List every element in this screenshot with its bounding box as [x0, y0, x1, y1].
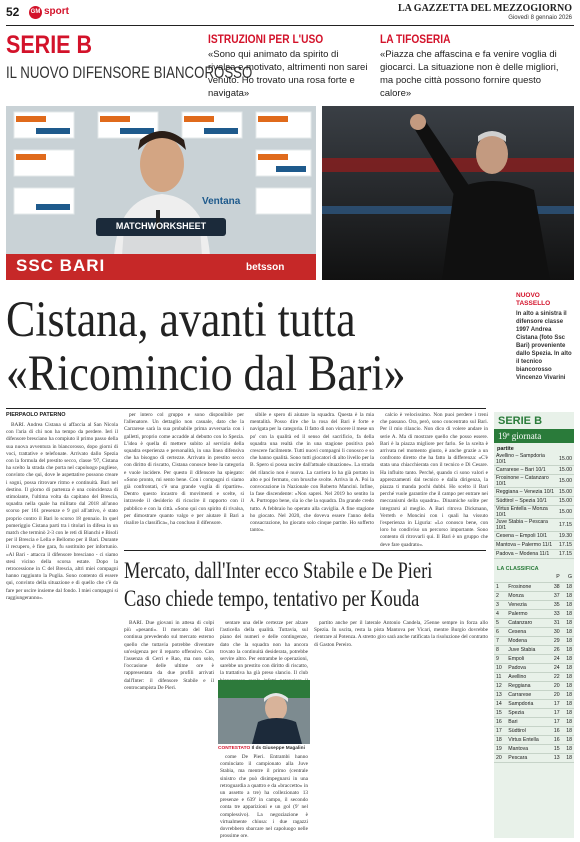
standings-points: 17 — [549, 717, 561, 726]
fixture-row — [494, 550, 574, 559]
caption-title: NUOVO TASSELLO — [516, 292, 551, 307]
standings-row — [494, 681, 574, 690]
fixture-match: Cesena – Empoli 10/1 — [494, 532, 557, 541]
standings-team: Monza — [506, 591, 549, 600]
standings-team: Südtirol — [506, 726, 549, 735]
standings-row — [494, 627, 574, 636]
col-points: P — [549, 573, 561, 582]
fixture-row — [494, 475, 574, 488]
mercato-col4-text: partito anche per il laterale Antonio Candela, 25enne sempre in forza allo Spezia. In uscita, resta la pista Mantova per Vicari, mentre Burgio dovrebbe rientrare al Potenza. A stretto giro sarà anche ratificata la risoluzione del contratto di Gaston Pereiro. — [314, 620, 488, 648]
standings-row — [494, 744, 574, 753]
headline-line1: Cistana, avanti tutta — [6, 292, 356, 348]
standings-points: 29 — [549, 636, 561, 645]
standings-rank: 4 — [494, 609, 506, 618]
fixture-match: Virtus Entella – Monza 10/1 — [494, 506, 557, 519]
standings-row — [494, 699, 574, 708]
fixture-time: 17.15 — [557, 519, 574, 532]
classifica-table — [494, 573, 574, 763]
standings-team: Spezia — [506, 708, 549, 717]
subkicker: IL NUOVO DIFENSORE BIANCOROSSO — [6, 63, 253, 82]
standings-row — [494, 672, 574, 681]
standings-rank: 14 — [494, 699, 506, 708]
standings-points: 22 — [549, 672, 561, 681]
standings-games: 18 — [562, 699, 574, 708]
fixture-row — [494, 453, 574, 466]
standings-games: 18 — [562, 690, 574, 699]
standings-row — [494, 708, 574, 717]
photo-press-conference — [6, 106, 316, 280]
standings-row — [494, 609, 574, 618]
standings-games: 18 — [562, 618, 574, 627]
standings-row — [494, 690, 574, 699]
standings-games: 18 — [562, 717, 574, 726]
standings-games: 18 — [562, 609, 574, 618]
article1-col3-text: sibile e spero di aiutare la squadra. Questa è la mia mentalità. Posso dire che la rosa del Bari è forte e navigata per la categoria. Il fatto di non vincere il mese un po' con la qualità ed il senso del sacrificio, fa della squadra una realtà che in una stagione positiva può crescere facilmente. Tutti nuovi compagni li conosco e so che hanno qualità. Sono tutti giocatori di alto livello per la B. Spero si possa uscire dall'attuale situazione». La strada del rilancio non è nuova. La carriera lo ha già portato in alto e poi fermato, con brusche svolte. Arriva in A. Poi la convocazione in Nazionale con Roberto Mancini. Infine, la fase discendente: «Non saprei. Nel 2019 ho sentito la A. Purtroppo bene, sia io che la squadra. Da grande credo tutto. A febbraio ho operato alla caviglia. A fine stagione ho giocato. Nel 2020, che doveva essere l'anno della consacrazione, ho giocato solo cinque partite. Ho sofferto tanto». — [250, 412, 374, 534]
standings-points: 38 — [549, 582, 561, 591]
sponsor-label: MATCHWORKSHEET — [115, 221, 207, 231]
article1-col1-text: BARI. Andrea Cistana si affaccia al San Nicola con l'aria di chi non ha tempo da perdere. Ieri il difensore bresciano ha compiuto il primo passo della sua nuova avventura in biancorosso, dopo giorni di voci, trattative e telefonate. Arrivato dallo Spezia con la formula del prestito secco, classe '97, Cistana ha scelto la strada che porta nel capoluogo pugliese, convinto che qui, dove le aspettative possono creare i sogni, possa ritrovare ritmo e continuità. Bari nel destino. Il giorno di partenza è una coincidenza di stimolante, l'ultima volta da capitano del Brescia, squadra nella quale ha militato dal 2018 all'anno scorso per 161 presenze e 9 gol all'attivo, è stato proprio contro il Bari lo scorso 18 gennaio. In quel pomeriggio Cistana parti tra i titolari in difesa in un match che terminò 2-3 con le reti di Bianchi e Bisoli per il Brescia e Lella e Bellomo per il Bari. Durante il recupero, è fine gara, fu sostituito per infortunio. «Al Bari - attacca il difensore bresciano - ci siamo stesi vicino della scorsa estate. Dopo la retrocessione in C del Brescia, altri miei compagni hanno raggiunto la Puglia. Sono contento di essere qui, convinto della situazione e di quello che c'è da fare per uscire insieme dal fondo. I miei compagni si raggiungeranno». — [6, 422, 118, 601]
standings-games: 18 — [562, 663, 574, 672]
headline-line2: «Ricomincio dal Bari» — [6, 346, 406, 402]
fixture-match: Padova – Modena 11/1 — [494, 550, 557, 559]
quote2-title: LA TIFOSERIA — [380, 32, 451, 46]
fixture-time: 15.00 — [559, 498, 572, 504]
standings-team: Cesena — [506, 627, 549, 636]
standings-team: Catanzaro — [506, 618, 549, 627]
classifica-heading: LA CLASSIFICA — [497, 566, 539, 572]
fixture-time: 19.30 — [559, 533, 572, 539]
standings-points: 35 — [549, 600, 561, 609]
sponsor-ventana: Ventana — [202, 196, 241, 207]
standings-row — [494, 717, 574, 726]
standings-points: 37 — [549, 591, 561, 600]
fixtures-table — [494, 453, 574, 559]
standings-row — [494, 636, 574, 645]
fixture-row — [494, 532, 574, 541]
fixture-time: 17.15 — [559, 551, 572, 557]
photo-caption-label: CONTESTATO — [218, 746, 251, 751]
standings-row — [494, 618, 574, 627]
standings-games: 18 — [562, 582, 574, 591]
standings-row — [494, 735, 574, 744]
standings-games: 18 — [562, 591, 574, 600]
standings-row — [494, 591, 574, 600]
standings-points: 24 — [549, 663, 561, 672]
standings-row — [494, 663, 574, 672]
standings-points: 20 — [549, 681, 561, 690]
fixture-row — [494, 488, 574, 497]
standings-row — [494, 654, 574, 663]
standings-league: SERIE B — [498, 415, 543, 427]
mercato-col2-text: sentare una delle certezze per alzare l'asticella della qualità. Tuttavia, sul piano dei numeri e delle contingenze, dato che la squadra non ha ancora trovato la continuità desiderata, potrebbe servire altro. Per entrambe le operazioni, sarebbe un prestito con diritto di riscatto, la trattativa ha già preso slancio. Il club — [220, 620, 308, 677]
standings-games: 18 — [562, 672, 574, 681]
header-rule — [6, 25, 574, 26]
standings-points: 30 — [549, 627, 561, 636]
standings-team: Frosinone — [506, 582, 549, 591]
fixture-match: Juve Stabia – Pescara 10/1 — [494, 519, 557, 532]
standings-rank: 5 — [494, 618, 506, 627]
fixture-time: 17.15 — [559, 542, 572, 548]
standings-round: 19ª giornata — [494, 429, 574, 443]
standings-box — [494, 412, 574, 838]
standings-team: Avellino — [506, 672, 549, 681]
fixture-row — [494, 497, 574, 506]
standings-team: Reggiana — [506, 681, 549, 690]
issue-date: Giovedì 8 gennaio 2026 — [508, 15, 572, 21]
quote1-title: ISTRUZIONI PER L'USO — [208, 32, 324, 46]
standings-rank: 12 — [494, 681, 506, 690]
mercato-headline2: Caso chiede tempo, tentativo per Kouda — [124, 586, 420, 611]
standings-rank: 1 — [494, 582, 506, 591]
standings-team: Bari — [506, 717, 549, 726]
coach-illustration — [322, 106, 574, 280]
standings-points: 17 — [549, 699, 561, 708]
fixtures-heading: partite — [497, 446, 514, 452]
standings-rank: 19 — [494, 744, 506, 753]
photo-banner: SSC BARI — [16, 256, 106, 275]
fixture-row — [494, 541, 574, 550]
photo-magalini — [218, 680, 310, 744]
byline: PIERPAOLO PATERNO — [6, 412, 66, 418]
fixture-time: 15.00 — [557, 506, 574, 519]
fixture-match: Reggiana – Venezia 10/1 — [494, 488, 557, 497]
standings-team: Palermo — [506, 609, 549, 618]
standings-points: 26 — [549, 645, 561, 654]
fixture-time: 15.00 — [559, 467, 572, 473]
standings-points: 24 — [549, 654, 561, 663]
article1-column4 — [380, 412, 488, 548]
standings-games: 18 — [562, 654, 574, 663]
standings-games: 18 — [562, 600, 574, 609]
standings-rank: 11 — [494, 672, 506, 681]
standings-team: Mantova — [506, 744, 549, 753]
kicker: SERIE B — [6, 31, 93, 59]
section-label: sport — [44, 6, 69, 17]
fixture-match: Avellino – Sampdoria 10/1 — [494, 453, 557, 466]
standings-team: Padova — [506, 663, 549, 672]
quote1-text: «Sono qui animato da spirito di rivalsa e motivato, altrimenti non sarei venuto. Ho trovato una rosa forte e navigata» — [208, 49, 368, 99]
page-number: 52 — [6, 5, 20, 19]
fixture-row — [494, 506, 574, 519]
standings-points: 31 — [549, 618, 561, 627]
standings-points: 33 — [549, 609, 561, 618]
standings-team: Modena — [506, 636, 549, 645]
newspaper-title: LA GAZZETTA DEL MEZZOGIORNO — [397, 3, 572, 14]
standings-points: 17 — [549, 708, 561, 717]
article1-col2-text: per intero col gruppo e sono disponibile per l'allenatore. Un dettaglio non casuale, dato che la Carrarese sarà la sua probabile prima avversaria con i galletti, proprio come accadde al debutto con lo Spezia. L'idea è quella di mettere subito al servizio della squadra esperienza e personalità, in una linea difensiva che ha bisogno di certezze. Arrivato in prestito secco con diritto di riscatto, Cistana conosce bene la categoria e vuole incidere. Per questo il difensore ha spiegato: «Sono pronto, mi sento bene. Con i compagni ci siamo già confrontati, c'è una grande voglia di ripartire». Dentro questo incastro di movimenti e scelte, si intravede il desiderio di ricucire il rapporto con il pubblico e con la città. «Sono qui con spirito di rivalsa, per dimostrare quanto valgo e per aiutare il Bari a risalire la classifica», ha concluso il difensore. — [124, 412, 244, 527]
standings-points: 16 — [549, 726, 561, 735]
standings-row — [494, 582, 574, 591]
sponsor-brand: betsson — [246, 262, 285, 273]
standings-team: Venezia — [506, 600, 549, 609]
fixture-row — [494, 519, 574, 532]
standings-games: 18 — [562, 681, 574, 690]
standings-points: 15 — [549, 744, 561, 753]
standings-games: 18 — [562, 744, 574, 753]
standings-rank: 3 — [494, 600, 506, 609]
standings-rank: 18 — [494, 735, 506, 744]
standings-rank: 16 — [494, 717, 506, 726]
standings-team: Empoli — [506, 654, 549, 663]
standings-games: 18 — [562, 627, 574, 636]
mercato-column3 — [220, 754, 308, 840]
article1-column3 — [250, 412, 374, 542]
standings-team: Carrarese — [506, 690, 549, 699]
standings-rank: 2 — [494, 591, 506, 600]
fixture-match: Mantova – Palermo 11/1 — [494, 541, 557, 550]
fixture-time: 15.00 — [559, 489, 572, 495]
standings-row — [494, 753, 574, 762]
fixture-time: 15.00 — [557, 475, 574, 488]
mercato-col1-text: BARI. Due giovani in attesa di colpi più «pesanti». Il mercato del Bari continua prevedendo sul mercato esterno quello che tuttavia potrebbe diventare un'esigenza per il reparto offensivo. Con l'assenza di Cerri e Rao, ma non solo, l'occasione delle ultime ore è rappresentata da due profili arrivati dall'Inter: il difensore Stabile e il centrocampista De Pieri. — [124, 620, 214, 691]
standings-points: 20 — [549, 690, 561, 699]
standings-rank: 6 — [494, 627, 506, 636]
standings-rank: 10 — [494, 663, 506, 672]
mercato-rule — [124, 550, 486, 551]
standings-games: 18 — [562, 726, 574, 735]
col-games: G — [562, 573, 574, 582]
standings-rank: 20 — [494, 753, 506, 762]
press-conference-illustration — [6, 106, 316, 280]
fixture-match: Südtirol – Spezia 10/1 — [494, 497, 557, 506]
quote2-text: «Piazza che affascina e fa venire voglia di giocarci. La situazione non è delle migliori, ma poche città possono fornire questo calore» — [380, 49, 559, 99]
standings-games: 18 — [562, 753, 574, 762]
article1-column1 — [6, 422, 118, 834]
article1-col4-text: calcio è velocissimo. Non puoi perdere i treni che passano. Ora, però, sono concentrato sul Bari. Per il mio rilancio. Non dico di volere andare in serie A. Ma di mostrare quello che posso essere. Bari è la piazza migliore per farlo. Se la scelta è arrivata nel momento giusto, è anche grazie a un confronto diretto che ha fatto la differenza: «C'è stata una chiacchierata con il tecnico e Di Cesare. Ha influito tanto. Perché, quando ci sono valori e apprezzamenti dal tecnico e dalla dirigenza, la piazza ti manda pochi dubbi. Ho scelto il Bari perché vuole garantire che il campo per entrare nei meccanismi della squadra». Dinamiche solite per integrarsi al meglio. A Bari ritrova Dickmann, Verreth e Moncini con i quali ha vissuto l'esperienza in Liguria: «Lo conosco bene, con loro ho condiviso un percorso importante. Sono contento di ritrovarli qui. Il Bari è un gruppo che deve fare quadrato». — [380, 412, 488, 548]
magalini-illustration — [218, 680, 310, 744]
section-logo: GM — [29, 6, 42, 19]
mercato-col3-text: come De Pieri. Entrambi hanno cominciato il campionato alla Juve Stabia, ma mentre il primo (centrale sinistro che può disimpegnarsi in una retroguardia a quattro e da «braccetto» in un assetto a tre) ha collezionato 13 presenze e 639' in campo, il secondo conta tre apparizioni e un gol (9' nel complessivo). La negoziazione è virtualmente chiusa: i due ragazzi dovrebbero sbarcare nel capoluogo nelle prossime ore. — [220, 754, 308, 840]
mercato-headline1: Mercato, dall'Inter ecco Stabile e De Pieri — [124, 558, 433, 583]
mercato-column1 — [124, 620, 214, 834]
fixture-row — [494, 466, 574, 475]
standings-team: Juve Stabia — [506, 645, 549, 654]
mercato-column2 — [220, 620, 308, 677]
standings-games: 18 — [562, 708, 574, 717]
standings-team: Pescara — [506, 753, 549, 762]
fixture-match: Frosinone – Catanzaro 10/1 — [494, 475, 557, 488]
standings-rank: 8 — [494, 645, 506, 654]
photo-coach — [322, 106, 574, 280]
standings-rank: 9 — [494, 654, 506, 663]
article-rule — [6, 408, 486, 409]
standings-games: 18 — [562, 636, 574, 645]
standings-points: 13 — [549, 753, 561, 762]
standings-rank: 13 — [494, 690, 506, 699]
mercato-column4 — [314, 620, 488, 834]
standings-rank: 17 — [494, 726, 506, 735]
standings-team: Sampdoria — [506, 699, 549, 708]
fixture-match: Carrarese – Bari 10/1 — [494, 466, 557, 475]
standings-points: 16 — [549, 735, 561, 744]
standings-row — [494, 645, 574, 654]
fixture-time: 15.00 — [557, 453, 574, 466]
standings-rank: 15 — [494, 708, 506, 717]
standings-rank: 7 — [494, 636, 506, 645]
article1-column2 — [124, 412, 244, 542]
standings-row — [494, 600, 574, 609]
standings-games: 18 — [562, 735, 574, 744]
standings-row — [494, 726, 574, 735]
photo-caption-text: Il ds Giuseppe Magalini — [251, 746, 305, 751]
caption-text: In alto a sinistra il difensore classe 1997 Andrea Cistana (foto Ssc Bari) proveniente dallo Spezia. In alto il tecnico biancorosso Vincenzo Vivarini — [516, 311, 572, 381]
standings-team: Virtus Entella — [506, 735, 549, 744]
standings-games: 18 — [562, 645, 574, 654]
